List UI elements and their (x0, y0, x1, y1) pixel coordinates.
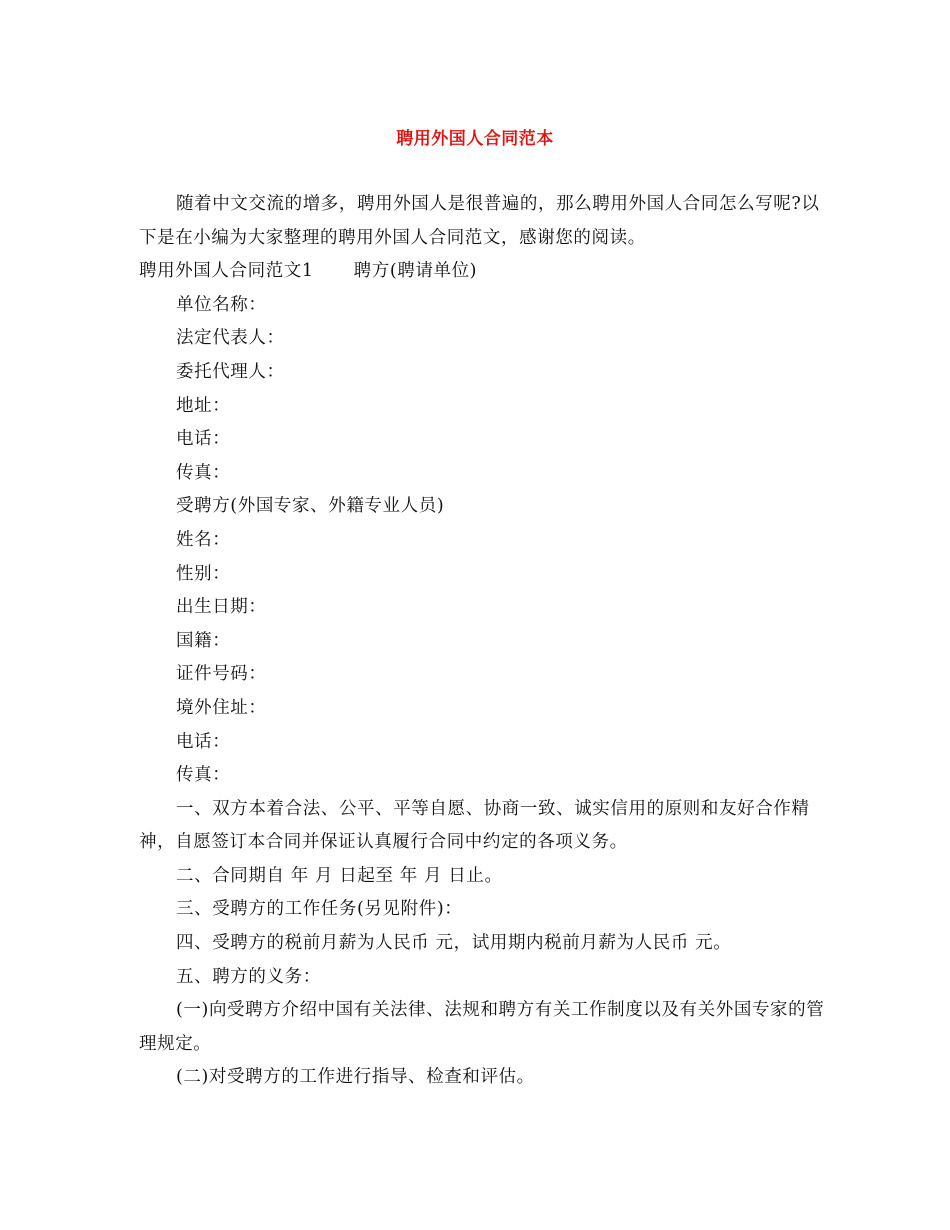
clause-2: 二、合同期自 年 月 日起至 年 月 日止。 (176, 865, 503, 886)
field-phone: 电话： (176, 429, 231, 450)
field-nationality: 国籍： (176, 630, 231, 651)
field-employee-fax: 传真： (176, 765, 231, 786)
field-employee-phone: 电话： (176, 731, 231, 752)
employee-heading: 受聘方(外国专家、外籍专业人员) (176, 496, 445, 517)
field-birth-date: 出生日期： (176, 597, 267, 618)
clause-1: 一、双方本着合法、公平、平等自愿、协商一致、诚实信用的原则和友好合作精神，自愿签订本合同并保证认真履行合同中约定的各项义务。 (139, 798, 810, 853)
field-fax: 传真： (176, 462, 231, 483)
clause-5: 五、聘方的义务： (176, 966, 321, 987)
document-body (139, 188, 829, 1095)
field-agent: 委托代理人： (176, 361, 285, 382)
sample-heading-line (139, 255, 829, 289)
intro-paragraph: 随着中文交流的增多，聘用外国人是很普遍的，那么聘用外国人合同怎么写呢?以下是在小编为大家整理的聘用外国人合同范文，感谢您的阅读。 (139, 194, 820, 248)
clause-3: 三、受聘方的工作任务(另见附件)： (176, 899, 463, 920)
sample-heading: 聘用外国人合同范文1 (139, 261, 314, 282)
employer-heading: 聘方(聘请单位) (353, 261, 478, 282)
document-title: 聘用外国人合同范本 (396, 129, 554, 149)
clause-5-item-1: (一)向受聘方介绍中国有关法律、法规和聘方有关工作制度以及有关外国专家的管理规定。 (139, 1000, 825, 1054)
clause-5-item-2: (二)对受聘方的工作进行指导、检查和评估。 (176, 1067, 535, 1088)
field-legal-representative: 法定代表人： (176, 328, 285, 349)
field-id-number: 证件号码： (176, 664, 267, 685)
clause-4: 四、受聘方的税前月薪为人民币 元，试用期内税前月薪为人民币 元。 (176, 933, 732, 954)
field-address: 地址： (176, 395, 231, 416)
field-name: 姓名： (176, 529, 231, 550)
field-unit-name: 单位名称： (176, 294, 267, 315)
field-gender: 性别： (176, 563, 231, 584)
field-overseas-address: 境外住址： (176, 697, 267, 718)
